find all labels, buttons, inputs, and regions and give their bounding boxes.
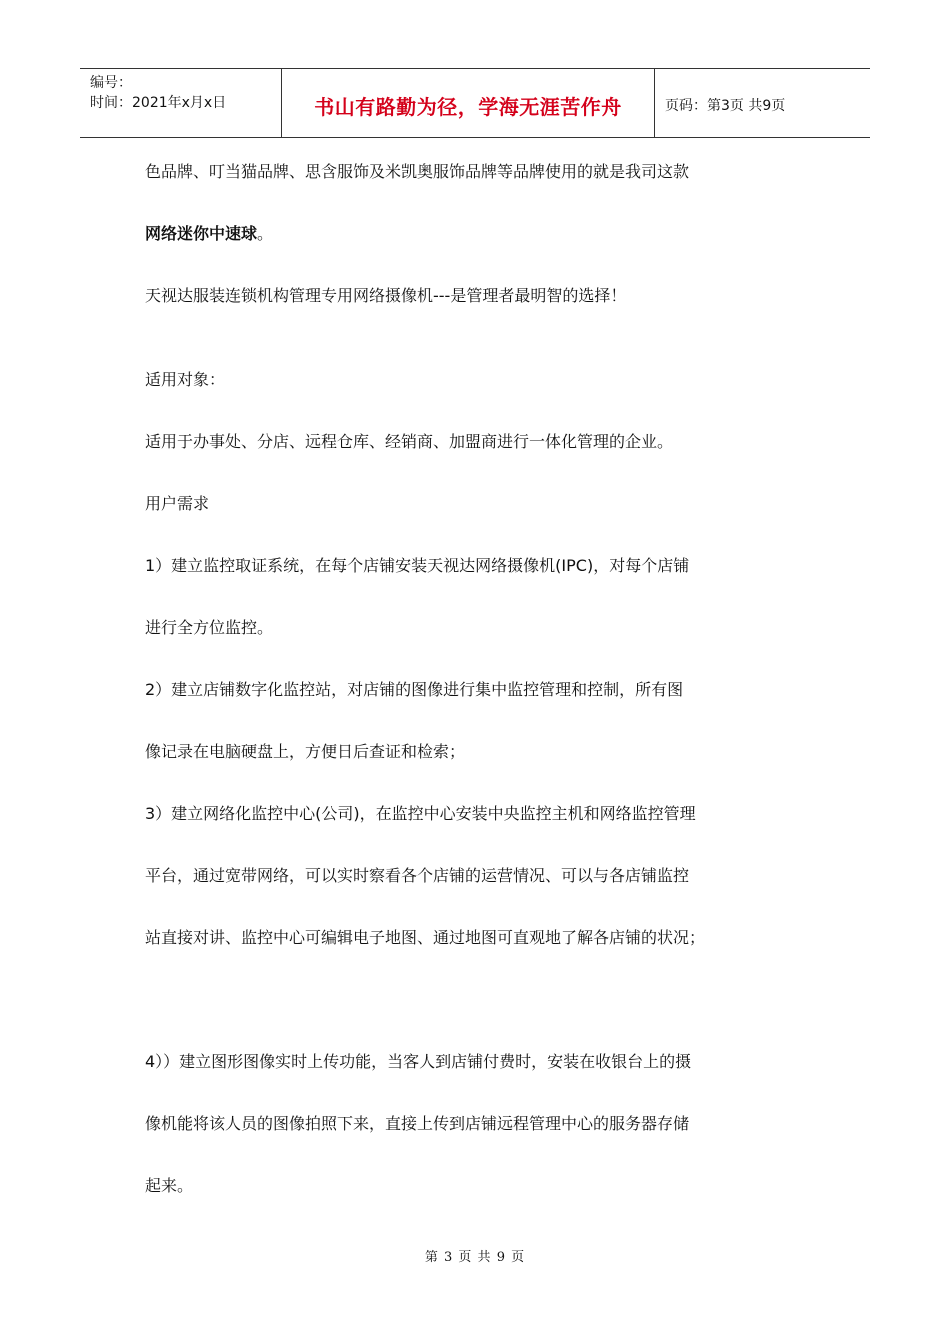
- list-item-line: 2）建立店铺数字化监控站，对店铺的图像进行集中监控管理和控制，所有图: [145, 680, 684, 699]
- paragraph-line: [145, 224, 273, 244]
- number-label: 编号：: [90, 75, 132, 91]
- paragraph-line: 色品牌、叮当猫品牌、思含服饰及米凯奥服饰品牌等品牌使用的就是我司这款: [145, 162, 690, 181]
- header-meta: [80, 69, 281, 137]
- list-item-line: 进行全方位监控。: [145, 618, 274, 637]
- list-item-line: 像机能将该人员的图像拍照下来，直接上传到店铺远程管理中心的服务器存储: [145, 1114, 690, 1133]
- paragraph-end: 。: [257, 224, 274, 243]
- list-item-line: 1）建立监控取证系统，在每个店铺安装天视达网络摄像机(IPC)，对每个店铺: [145, 556, 690, 575]
- list-item-line: 4））建立图形图像实时上传功能，当客人到店铺付费时，安装在收银台上的摄: [145, 1052, 692, 1071]
- header-page-info: 页码：第3页 共9页: [665, 98, 786, 114]
- product-name: 网络迷你中速球: [145, 224, 258, 243]
- list-item-line: 起来。: [145, 1176, 194, 1195]
- list-item-line: 平台，通过宽带网络，可以实时察看各个店铺的运营情况、可以与各店铺监控: [145, 866, 690, 885]
- header-motto-cell: [281, 69, 655, 137]
- section-heading: 用户需求: [145, 494, 210, 513]
- paragraph-line: 天视达服装连锁机构管理专用网络摄像机---是管理者最明智的选择！: [145, 286, 627, 305]
- paragraph-line: 适用于办事处、分店、远程仓库、经销商、加盟商进行一体化管理的企业。: [145, 432, 674, 451]
- page-footer: 第 3 页 共 9 页: [424, 1250, 526, 1265]
- header-motto: 书山有路勤为径，学海无涯苦作舟: [314, 94, 622, 119]
- list-item-line: 像记录在电脑硬盘上，方便日后查证和检索；: [145, 742, 466, 761]
- list-item-line: 站直接对讲、监控中心可编辑电子地图、通过地图可直观地了解各店铺的状况；: [145, 928, 706, 947]
- document-header: [80, 68, 870, 138]
- time-label: 时间：2021年x月x日: [90, 95, 227, 111]
- section-heading: 适用对象：: [145, 370, 226, 389]
- list-item-line: 3）建立网络化监控中心(公司)，在监控中心安装中央监控主机和网络监控管理: [145, 804, 696, 823]
